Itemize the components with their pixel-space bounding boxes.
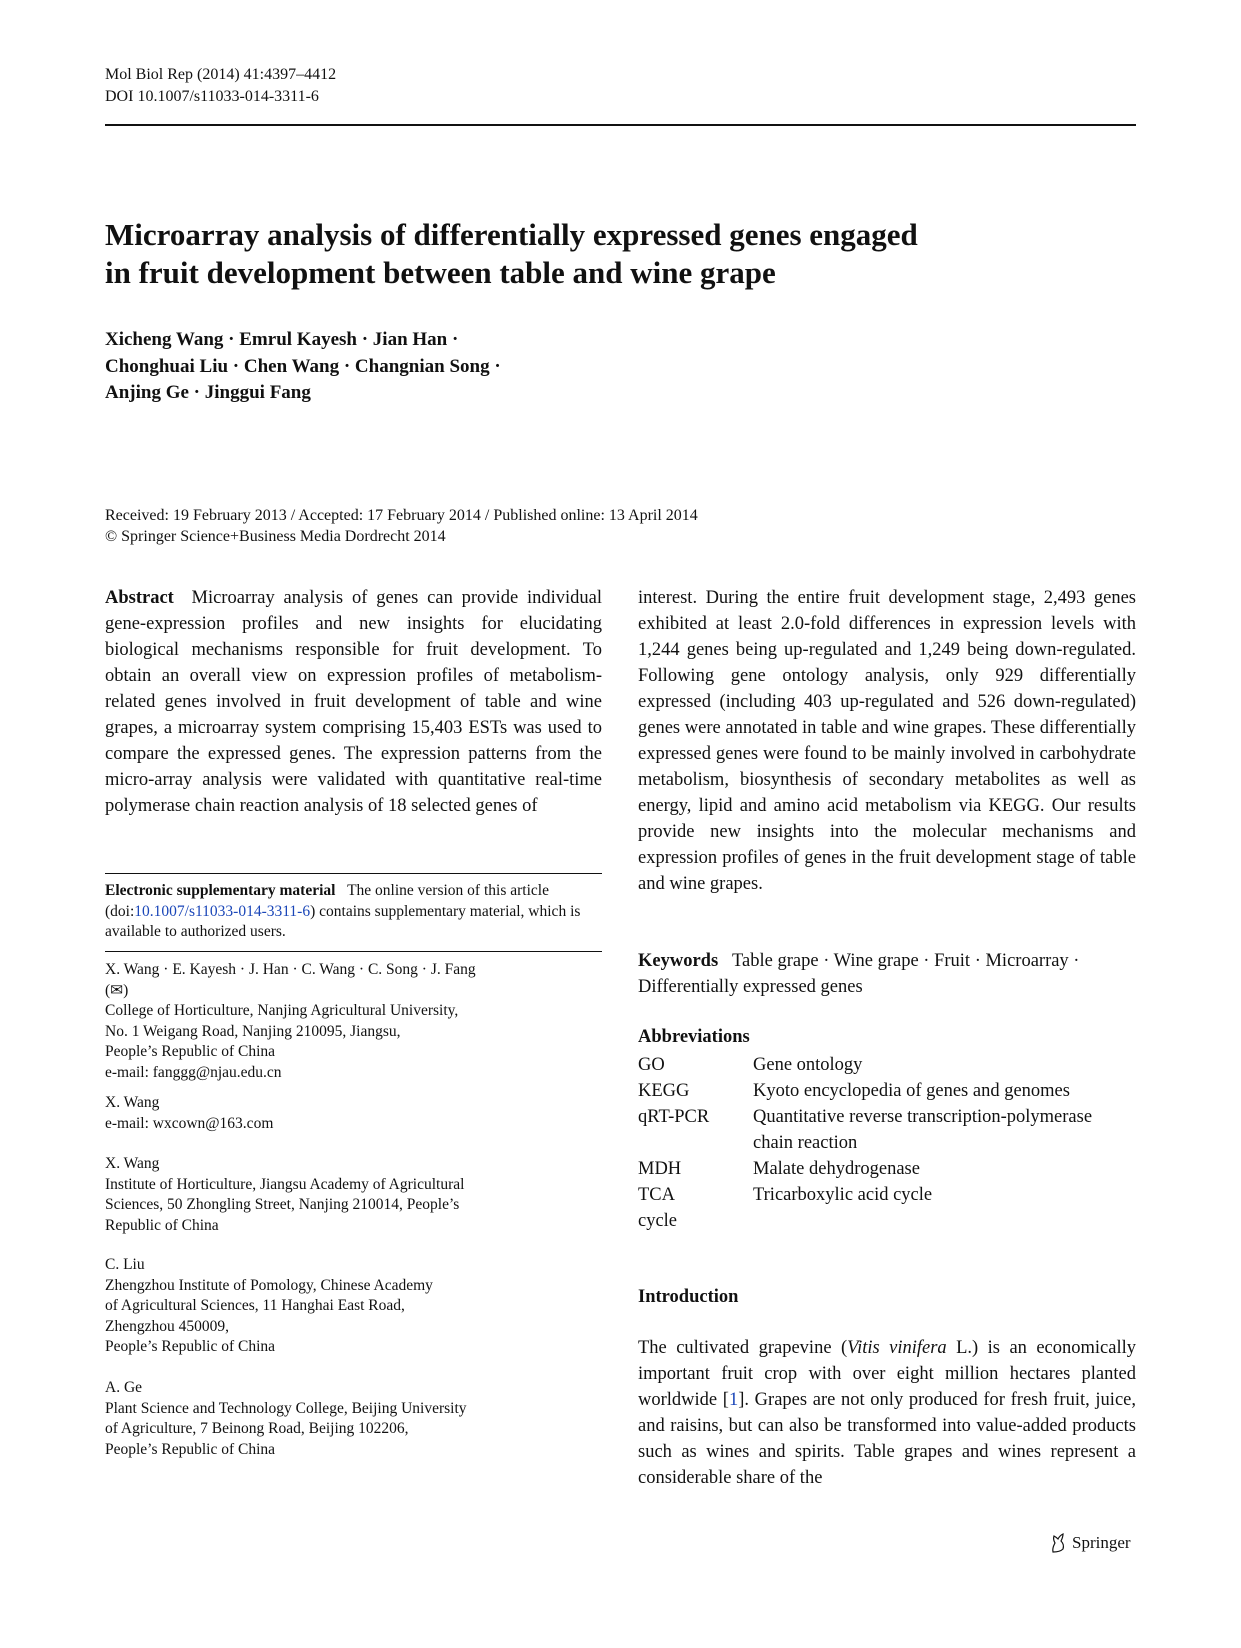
intro-text-3: ]. Grapes are not only produced for fresh fruit, juice, and raisins, but can also be transformed into value-added products such as wines and spirits. Table grapes and wines represent a considerable share of the xyxy=(638,1390,1136,1488)
abbr-value: Tricarboxylic acid cycle xyxy=(753,1185,933,1205)
journal-citation: Mol Biol Rep (2014) 41:4397–4412 xyxy=(105,66,337,83)
abbr-value xyxy=(753,1208,1136,1234)
keywords xyxy=(638,948,1136,1000)
header-rule xyxy=(105,124,1136,126)
author-list xyxy=(105,327,501,407)
esm-top-rule xyxy=(105,873,602,874)
received-accepted: Received: 19 February 2013 / Accepted: 17 February 2014 / Published online: 13 April 2014 xyxy=(105,507,698,524)
abstract-right xyxy=(638,585,1136,897)
abbr-row xyxy=(638,1182,1136,1208)
abbr-row xyxy=(638,1104,1136,1156)
aff1-address: No. 1 Weigang Road, Nanjing 210095, Jiangsu, xyxy=(105,1022,401,1040)
abbr-value: Kyoto encyclopedia of genes and genomes xyxy=(753,1081,1070,1101)
aff4-line-3: Zhengzhou 450009, xyxy=(105,1317,229,1335)
introduction-body xyxy=(638,1335,1136,1491)
aff4-line-4: People’s Republic of China xyxy=(105,1338,276,1355)
aff2-name: X. Wang xyxy=(105,1094,160,1111)
springer-horse-icon xyxy=(1048,1532,1068,1554)
publisher-logo xyxy=(1048,1532,1131,1554)
aff3-line-1: Institute of Horticulture, Jiangsu Academy of Agricultural xyxy=(105,1175,465,1193)
esm-text-after: ) contains supplementary material, which is available to authorized users. xyxy=(105,902,581,940)
abstract-text-left: Microarray analysis of genes can provide individual gene-expression profiles and new insights for elucidating biological mechanisms responsible for fruit development. To obtain an overall view on expression profiles of metabolism-related genes involved in fruit development of table and wine grapes, a microarray system comprising 15,403 ESTs was used to compare the expressed genes. The expression patterns from the micro-array analysis were validated with quantitative real-time polymerase chain reaction analysis of 18 selected genes of xyxy=(105,588,603,816)
intro-text-1: The cultivated grapevine ( xyxy=(638,1338,848,1358)
esm-doi-link[interactable]: 10.1007/s11033-014-3311-6 xyxy=(134,902,311,920)
doi: DOI 10.1007/s11033-014-3311-6 xyxy=(105,88,319,105)
affiliation-4 xyxy=(105,1255,602,1358)
abbr-row xyxy=(638,1208,1136,1234)
abstract-left xyxy=(105,585,602,819)
abbr-key: MDH xyxy=(638,1159,682,1179)
introduction-heading: Introduction xyxy=(638,1287,739,1307)
abbr-value: Malate dehydrogenase xyxy=(753,1159,920,1179)
reference-link[interactable]: 1 xyxy=(728,1390,739,1410)
aff3-line-2: Sciences, 50 Zhongling Street, Nanjing 210014, People’s xyxy=(105,1196,460,1213)
title-line-1: Microarray analysis of differentially expressed genes engaged xyxy=(105,217,918,252)
esm-text-before: The online version of this article (doi: xyxy=(105,882,549,920)
copyright: © Springer Science+Business Media Dordrecht 2014 xyxy=(105,528,446,545)
authors-line-2: Chonghuai Liu · Chen Wang · Changnian Song · xyxy=(105,355,501,377)
abbr-key: KEGG xyxy=(638,1081,690,1101)
authors-line-3: Anjing Ge · Jinggui Fang xyxy=(105,382,311,403)
aff5-name: A. Ge xyxy=(105,1379,143,1396)
affiliation-1 xyxy=(105,960,602,1083)
mail-icon: (✉) xyxy=(105,981,129,999)
abbr-value: Gene ontology xyxy=(753,1055,863,1075)
abbr-key: TCA xyxy=(638,1185,675,1205)
aff5-line-3: People’s Republic of China xyxy=(105,1440,276,1458)
species-name: Vitis vinifera xyxy=(847,1338,947,1358)
aff1-names: X. Wang · E. Kayesh · J. Han · C. Wang · C. Song · J. Fang xyxy=(105,961,476,978)
abbr-key: GO xyxy=(638,1055,665,1075)
affiliation-2 xyxy=(105,1093,602,1134)
aff1-email[interactable]: e-mail: fanggg@njau.edu.cn xyxy=(105,1063,282,1081)
aff5-line-2: of Agriculture, 7 Beinong Road, Beijing 102206, xyxy=(105,1420,409,1437)
abbr-row xyxy=(638,1156,1136,1182)
abbr-row xyxy=(638,1052,1136,1078)
abbreviations-title: Abbreviations xyxy=(638,1027,750,1047)
aff4-name: C. Liu xyxy=(105,1256,145,1273)
intro-text-2: L.) is an economically important fruit crop with over eight million hectares planted worldwide [ xyxy=(638,1338,1137,1410)
aff3-name: X. Wang xyxy=(105,1155,160,1172)
abbreviations-list xyxy=(638,1052,1136,1234)
publisher-name: Springer xyxy=(1072,1533,1131,1552)
publication-dates xyxy=(105,505,698,547)
abstract-text-right: interest. During the entire fruit development stage, 2,493 genes exhibited at least 2.0-fold differences in expression levels with 1,244 genes being up-regulated and 1,249 being down-regulated. Following gene ontology analysis, only 929 differentially expressed (including 403 up-regulated and 526 down-regulated) genes were annotated in table and wine grapes. These differentially expressed genes were found to be mainly involved in carbohydrate metabolism, biosynthesis of secondary metabolites as well as energy, lipid and amino acid metabolism via KEGG. Our results provide new insights into the molecular mechanisms and expression profiles of genes in the fruit development stage of table and wine grapes. xyxy=(638,588,1136,894)
affiliation-5 xyxy=(105,1378,602,1460)
aff4-line-2: of Agricultural Sciences, 11 Hanghai East Road, xyxy=(105,1297,405,1314)
article-title xyxy=(105,216,1065,292)
aff4-line-1: Zhengzhou Institute of Pomology, Chinese Academy xyxy=(105,1276,433,1294)
esm-bottom-rule xyxy=(105,951,602,952)
aff3-line-3: Republic of China xyxy=(105,1216,219,1234)
esm-label: Electronic supplementary material xyxy=(105,882,336,899)
aff2-email[interactable]: e-mail: wxcown@163.com xyxy=(105,1114,274,1132)
abbr-key: cycle xyxy=(638,1211,678,1231)
abbr-row xyxy=(638,1078,1136,1104)
authors-line-1: Xicheng Wang · Emrul Kayesh · Jian Han · xyxy=(105,329,459,350)
title-line-2: in fruit development between table and wine grape xyxy=(105,255,776,290)
abbr-value: Quantitative reverse transcription-polymerase chain reaction xyxy=(753,1107,1093,1153)
abstract-label: Abstract xyxy=(105,588,174,608)
journal-header xyxy=(105,64,336,108)
keywords-text: Table grape · Wine grape · Fruit · Microarray · Differentially expressed genes xyxy=(638,951,1080,997)
keywords-label: Keywords xyxy=(638,951,719,971)
aff1-country: People’s Republic of China xyxy=(105,1043,276,1060)
affiliation-3 xyxy=(105,1154,602,1236)
aff1-institution: College of Horticulture, Nanjing Agricultural University, xyxy=(105,1002,459,1019)
aff5-line-1: Plant Science and Technology College, Beijing University xyxy=(105,1399,467,1417)
abbr-key: qRT-PCR xyxy=(638,1107,710,1127)
esm-note xyxy=(105,881,602,943)
